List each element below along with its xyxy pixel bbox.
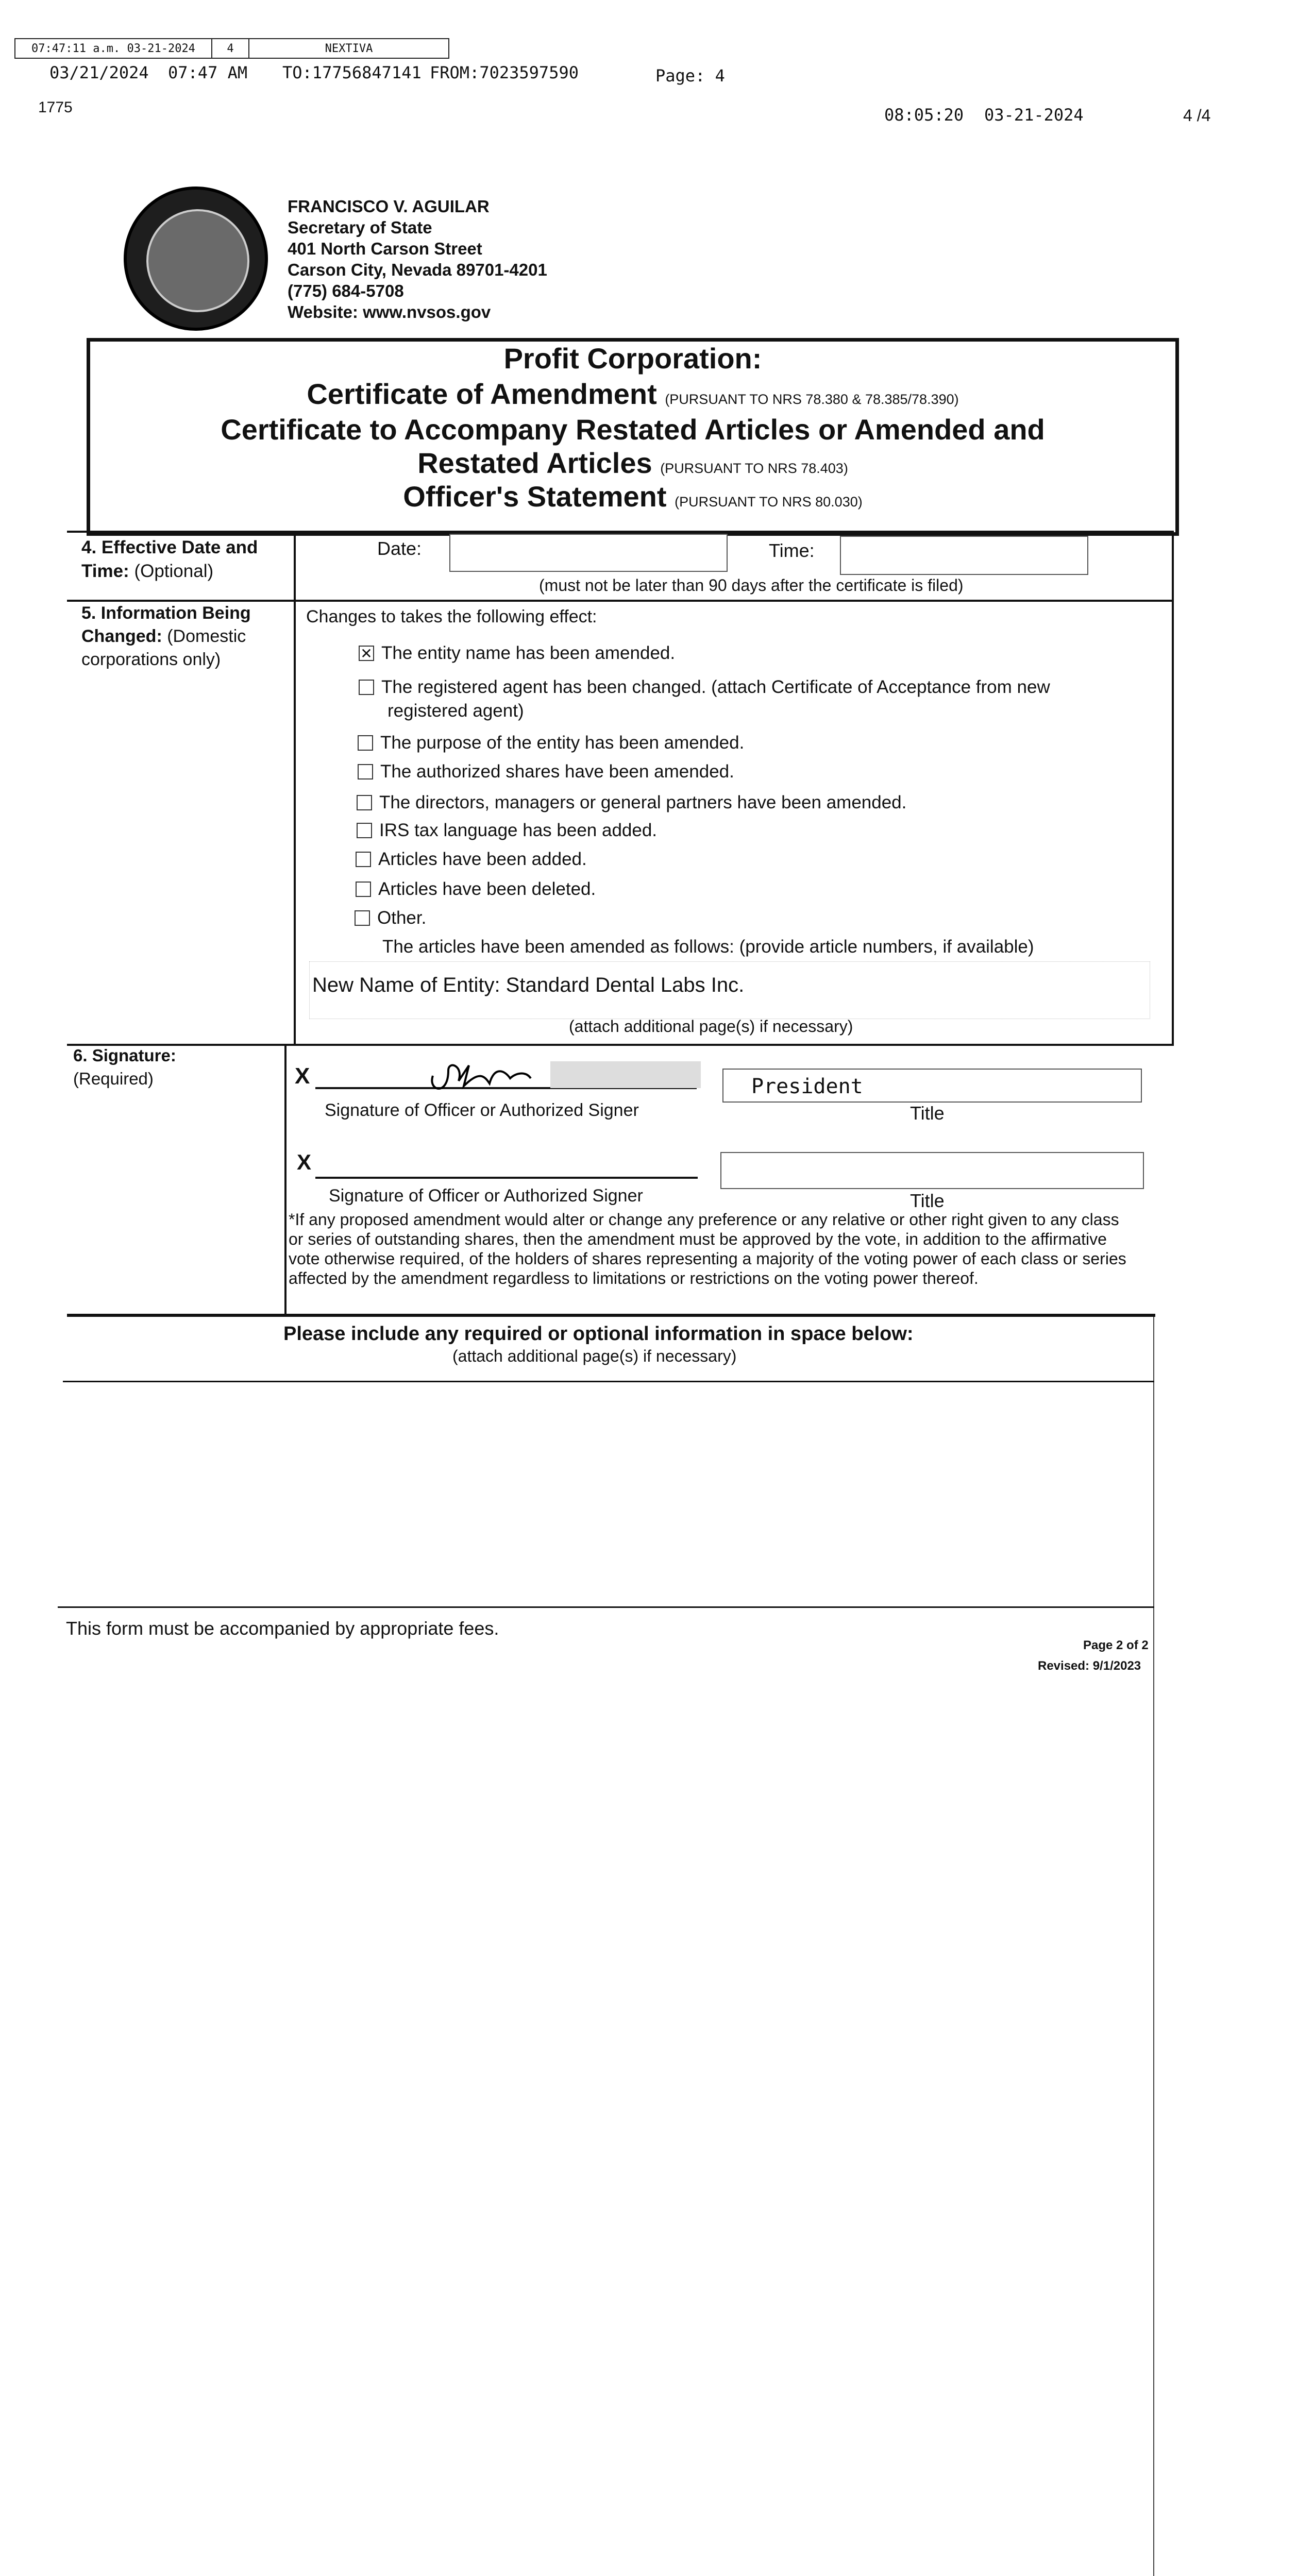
title-label-1: Title [910, 1103, 945, 1124]
effective-time-input[interactable] [840, 536, 1088, 575]
sos-city: Carson City, Nevada 89701-4201 [288, 260, 547, 279]
title-certificate-of-amendment: Certificate of Amendment [307, 378, 657, 410]
fax-stamp-date: 03-21-2024 [984, 105, 1084, 125]
fax-page: Page: 4 [655, 66, 725, 86]
fax-stamp-time: 08:05:20 [884, 105, 964, 125]
fax-header-box [14, 38, 449, 59]
registered-agent-continuation: registered agent) [388, 701, 524, 721]
signature-scribble-icon [423, 1055, 546, 1096]
title-restated-articles: Certificate to Accompany Restated Articles or Amended and [221, 413, 1045, 446]
fax-to: TO:17756847141 [282, 63, 422, 82]
fax-box-company: NEXTIVA [325, 42, 373, 55]
check-articles-deleted[interactable]: Articles have been deleted. [356, 879, 596, 900]
date-label: Date: [377, 538, 422, 559]
signature-label-2: Signature of Officer or Authorized Signer [329, 1186, 643, 1206]
section4-label: 4. Effective Date and Time: (Optional) [81, 537, 258, 581]
divider [1153, 1317, 1154, 2576]
divider [67, 531, 1174, 533]
date-limit-note: (must not be later than 90 days after the certificate is filed) [539, 576, 964, 595]
fax-time: 07:47 AM [168, 63, 248, 82]
divider [67, 1044, 1174, 1046]
checkbox-checked[interactable]: ✕ [359, 646, 374, 661]
revised-date: Revised: 9/1/2023 [1038, 1659, 1141, 1673]
nevada-state-seal-icon [124, 187, 268, 331]
section6-label: 6. Signature: (Required) [73, 1046, 176, 1088]
fees-note: This form must be accompanied by appropriate fees. [66, 1618, 499, 1639]
check-purpose[interactable]: The purpose of the entity has been amended. [358, 733, 744, 753]
signature-redaction [550, 1061, 701, 1088]
section5-label: 5. Information Being Changed: (Domestic corporations only) [81, 603, 251, 669]
sos-name: FRANCISCO V. AGUILAR [288, 197, 490, 216]
fax-code: 1775 [38, 99, 73, 116]
divider [63, 1381, 1154, 1382]
fax-date: 03/21/2024 [49, 63, 149, 82]
divider [284, 1045, 287, 1317]
sos-street: 401 North Carson Street [288, 239, 482, 258]
check-articles-added[interactable]: Articles have been added. [356, 849, 587, 870]
checkbox[interactable] [357, 795, 372, 810]
page-number: Page 2 of 2 [1083, 1638, 1149, 1652]
divider [294, 531, 296, 1045]
amendment-vote-disclaimer: *If any proposed amendment would alter or change any preference or any relative or other right given to any class or series of outstanding shares, then the amendment must be approved by the vote, in addition to the affirmative vote otherwise required, of the holders of shares representing a majority of the voting power of each class or series affected by the amendment regardless to limitations or restrictions on the voting power thereof. [289, 1210, 1126, 1287]
fax-from: FROM:7023597590 [430, 63, 579, 82]
form-title-box [87, 338, 1179, 536]
amended-intro: The articles have been amended as follows: (provide article numbers, if available) [382, 937, 1034, 957]
sos-phone: (775) 684-5708 [288, 281, 404, 300]
check-directors[interactable]: The directors, managers or general partners have been amended. [357, 792, 906, 813]
sos-website: Website: www.nvsos.gov [288, 302, 491, 321]
checkbox[interactable] [356, 882, 371, 897]
checkbox[interactable] [355, 910, 370, 926]
new-entity-name: New Name of Entity: Standard Dental Labs Inc. [312, 974, 745, 996]
title-input-2[interactable] [720, 1152, 1144, 1189]
fax-box-time: 07:47:11 a.m. 03-21-2024 [15, 39, 212, 58]
extra-info-heading: Please include any required or optional information in space below: [283, 1323, 914, 1345]
signature-line-2[interactable] [315, 1177, 698, 1179]
divider [67, 1314, 1155, 1317]
fax-box-pages: 4 [212, 39, 249, 58]
time-label: Time: [769, 540, 815, 561]
attach-note: (attach additional page(s) if necessary) [569, 1017, 853, 1036]
extra-info-area[interactable] [64, 1383, 1152, 1604]
title-input-1[interactable]: President [722, 1069, 1142, 1103]
divider [1172, 531, 1174, 1046]
title-profit-corporation: Profit Corporation: [503, 342, 762, 375]
extra-info-note: (attach additional page(s) if necessary) [452, 1347, 737, 1365]
changes-intro: Changes to takes the following effect: [306, 607, 597, 626]
signature-label-1: Signature of Officer or Authorized Signer [325, 1100, 639, 1120]
checkbox[interactable] [356, 852, 371, 867]
check-other[interactable]: Other. [355, 908, 426, 928]
check-entity-name[interactable]: ✕ The entity name has been amended. [359, 643, 675, 664]
sos-title: Secretary of State [288, 218, 432, 237]
checkbox[interactable] [358, 735, 373, 751]
title-restated-articles-2: Restated Articles [417, 447, 652, 479]
divider [58, 1606, 1154, 1608]
x-mark-1: X [295, 1063, 310, 1089]
x-mark-2: X [297, 1150, 312, 1174]
check-irs-tax[interactable]: IRS tax language has been added. [357, 820, 657, 841]
effective-date-input[interactable] [449, 534, 728, 572]
title-nrs-amendment: (PURSUANT TO NRS 78.380 & 78.385/78.390) [665, 392, 959, 407]
title-label-2: Title [910, 1190, 945, 1211]
title-nrs-restated: (PURSUANT TO NRS 78.403) [660, 461, 848, 476]
title-nrs-officer: (PURSUANT TO NRS 80.030) [675, 494, 863, 510]
check-registered-agent[interactable]: The registered agent has been changed. (attach Certificate of Acceptance from new [359, 677, 1050, 698]
title-officers-statement: Officer's Statement [403, 480, 667, 513]
checkbox[interactable] [357, 823, 372, 838]
secretary-of-state-block [288, 196, 547, 323]
checkbox[interactable] [358, 764, 373, 779]
checkbox[interactable] [359, 680, 374, 695]
check-authorized-shares[interactable]: The authorized shares have been amended. [358, 761, 734, 782]
fax-stamp-pages: 4 /4 [1183, 106, 1211, 125]
